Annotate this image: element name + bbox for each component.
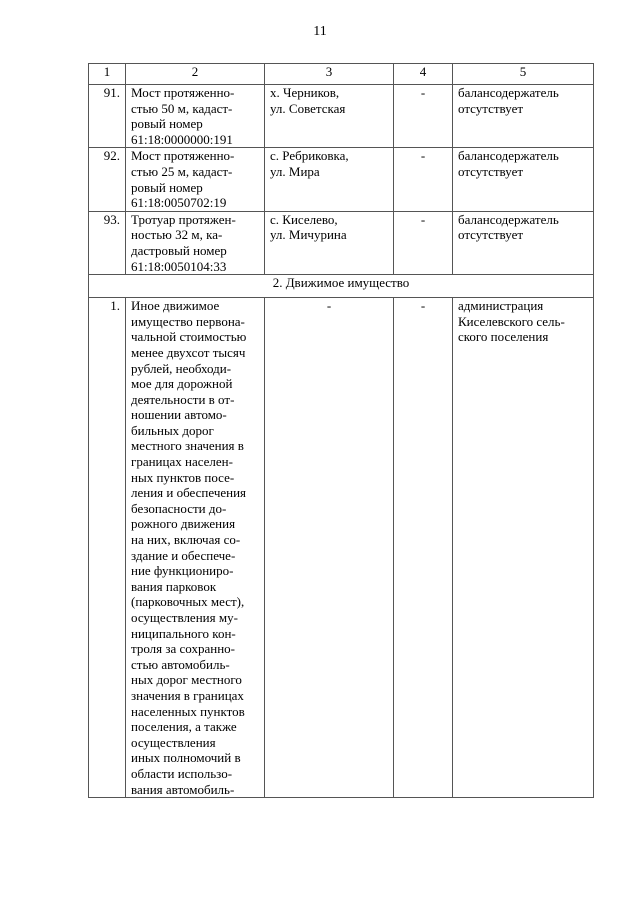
object-name-line: области использо- — [131, 765, 233, 781]
object-name-line: имущество первона- — [131, 313, 245, 329]
column-4-cell: - — [394, 298, 453, 798]
object-name-line: вания автомобиль- — [131, 781, 235, 797]
object-name-line: 61:18:0000000:191 — [131, 131, 233, 147]
holder-line: отсутствует — [458, 163, 524, 179]
row-number: 93. — [89, 211, 126, 274]
holder-cell — [453, 298, 594, 798]
object-name-line: населенных пунктов — [131, 703, 245, 719]
column-3-cell: - — [265, 298, 394, 798]
object-name-line: безопасности до- — [131, 500, 227, 516]
object-name-line: ношении автомо- — [131, 407, 227, 423]
object-name-line: Тротуар протяжен- — [131, 211, 236, 227]
address-line: с. Ребриковка, — [270, 148, 349, 164]
object-name-line: иных полномочий в — [131, 750, 241, 766]
object-name-line: ных дорог местного — [131, 672, 242, 688]
table-row — [89, 298, 594, 798]
object-name-line: здание и обеспече- — [131, 547, 236, 563]
column-number-header-row — [89, 64, 594, 85]
object-name-line: ных пунктов посе- — [131, 469, 235, 485]
object-name-line: поселения, а также — [131, 719, 237, 735]
object-name-line: стью 50 м, кадаст- — [131, 100, 233, 116]
object-name-line: местного значения в — [131, 438, 244, 454]
object-name-line: мое для дорожной — [131, 376, 233, 392]
object-name-line: 61:18:0050104:33 — [131, 258, 227, 274]
holder-cell — [453, 85, 594, 148]
object-name-line: ровый номер — [131, 116, 203, 132]
object-name-line: ления и обеспечения — [131, 485, 247, 501]
holder-line: Киселевского сель- — [458, 313, 565, 329]
row-number: 92. — [89, 148, 126, 211]
section-title: 2. Движимое имущество — [89, 275, 594, 298]
holder-line: ского поселения — [458, 329, 549, 345]
holder-line: отсутствует — [458, 100, 524, 116]
holder-cell — [453, 148, 594, 211]
address-cell — [265, 211, 394, 274]
object-name-line: границах населен- — [131, 454, 233, 470]
object-name-line: ностью 32 м, ка- — [131, 227, 223, 243]
section-header-row — [89, 275, 594, 298]
table-row — [89, 211, 594, 274]
object-name-line: рожного движения — [131, 516, 236, 532]
object-name-line: Иное движимое — [131, 298, 220, 314]
holder-cell — [453, 211, 594, 274]
column-header-1: 1 — [89, 64, 126, 85]
object-name-line: осуществления му- — [131, 610, 238, 625]
holder-line: балансодержатель — [458, 85, 559, 100]
object-name-line: дастровый номер — [131, 242, 227, 258]
object-name-line: деятельности в от- — [131, 391, 235, 407]
column-header-2: 2 — [126, 64, 265, 85]
object-name-line: ние функциониро- — [131, 563, 234, 579]
object-name-line: (парковочных мест), — [131, 594, 245, 610]
object-name-line: стью 25 м, кадаст- — [131, 163, 233, 179]
object-name-cell — [126, 298, 265, 798]
row-number: 91. — [89, 85, 126, 148]
address-cell — [265, 85, 394, 148]
address-cell — [265, 148, 394, 211]
holder-line: балансодержатель — [458, 211, 559, 227]
object-name-line: 61:18:0050702:19 — [131, 195, 227, 211]
object-name-cell — [126, 148, 265, 211]
object-name-line: осуществления — [131, 734, 216, 750]
column-header-3: 3 — [265, 64, 394, 85]
row-number: 1. — [89, 298, 126, 798]
column-header-4: 4 — [394, 64, 453, 85]
object-name-cell — [126, 85, 265, 148]
object-name-line: бильных дорог — [131, 422, 214, 438]
column-4-cell: - — [394, 85, 453, 148]
object-name-line: вания парковок — [131, 578, 217, 594]
table-row — [89, 85, 594, 148]
address-line: ул. Мира — [270, 163, 320, 179]
object-name-line: стью автомобиль- — [131, 656, 230, 672]
column-4-cell: - — [394, 148, 453, 211]
object-name-line: ровый номер — [131, 179, 203, 195]
object-name-line: на них, включая со- — [131, 532, 241, 548]
page-number: 11 — [313, 24, 327, 39]
column-header-5: 5 — [453, 64, 594, 85]
object-name-cell — [126, 211, 265, 274]
object-name-line: Мост протяженно- — [131, 85, 235, 100]
holder-line: отсутствует — [458, 227, 524, 243]
object-name-line: Мост протяженно- — [131, 148, 235, 164]
table-row — [89, 148, 594, 211]
column-4-cell: - — [394, 211, 453, 274]
object-name-line: чальной стоимостью — [131, 329, 247, 345]
property-registry-table — [88, 63, 594, 798]
object-name-line: ниципального кон- — [131, 625, 236, 641]
address-line: х. Черников, — [270, 85, 340, 100]
address-line: ул. Советская — [270, 100, 346, 116]
object-name-line: значения в границах — [131, 687, 244, 703]
address-line: ул. Мичурина — [270, 227, 347, 243]
object-name-line: менее двухсот тысяч — [131, 344, 246, 360]
holder-line: балансодержатель — [458, 148, 559, 164]
object-name-line: рублей, необходи- — [131, 360, 232, 376]
address-line: с. Киселево, — [270, 211, 338, 227]
object-name-line: троля за сохранно- — [131, 641, 235, 657]
holder-line: администрация — [458, 298, 544, 314]
